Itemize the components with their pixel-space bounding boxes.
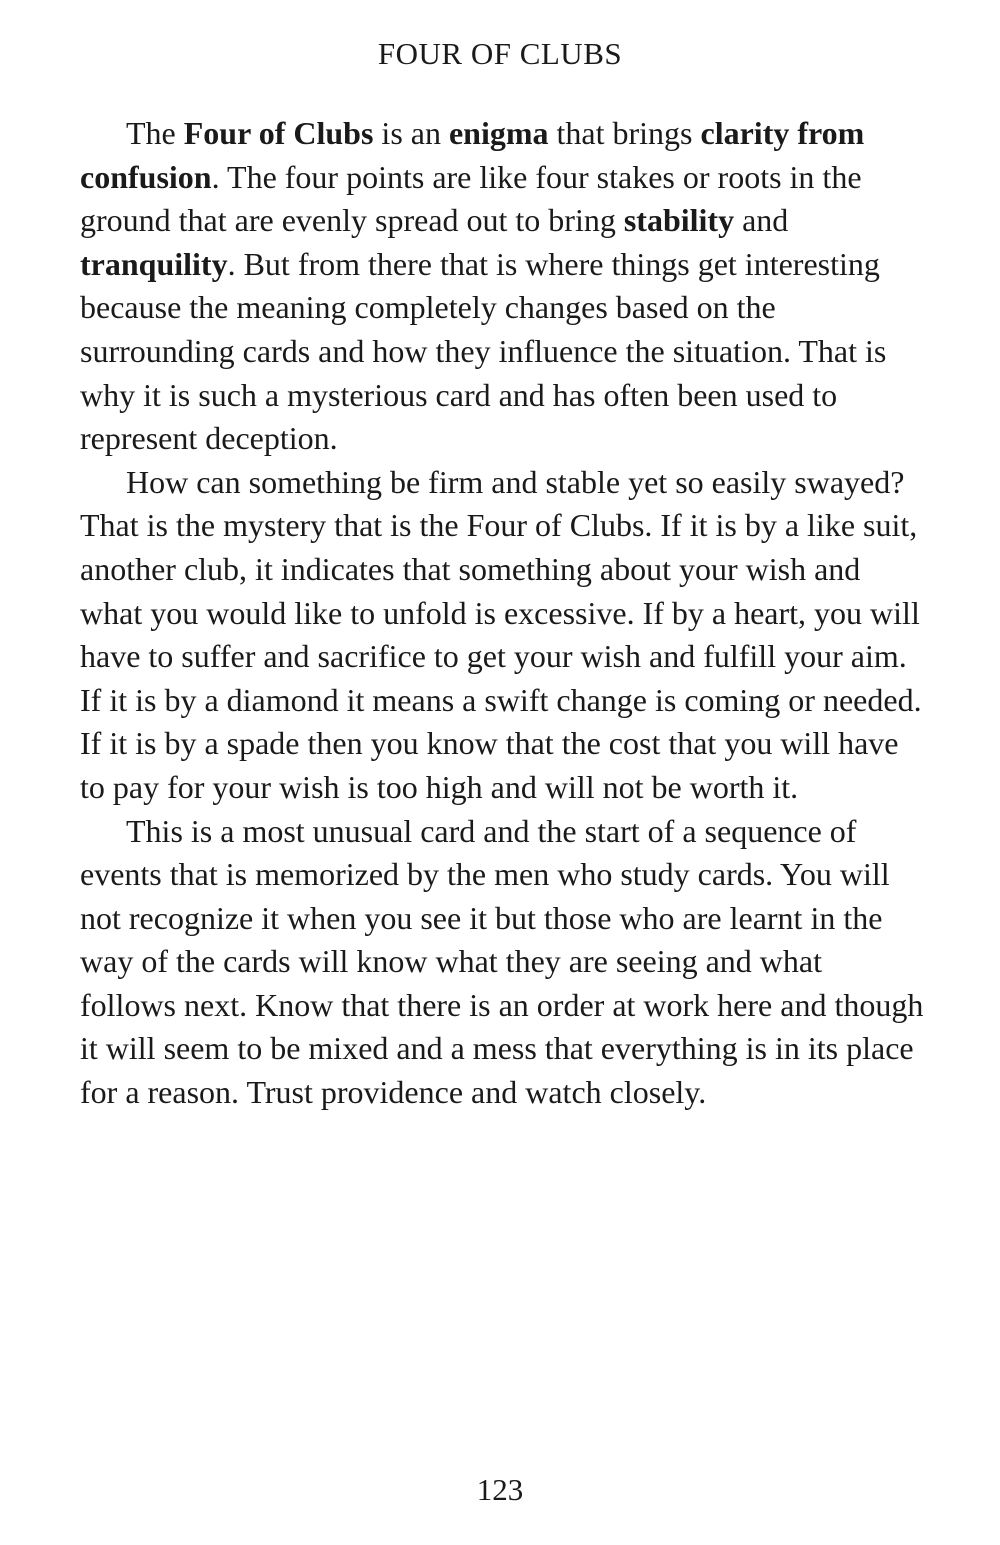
text-run: . But from there that is where things get interesting because the meaning completely changes based on the surrounding cards and how they influence the situation. That is why it is such a mysterious card and has often been used to represent deception. bbox=[80, 245, 887, 457]
bold-term-stability: stability bbox=[623, 202, 735, 239]
bold-term-tranquility: tranquility bbox=[80, 245, 228, 282]
text-run: and bbox=[734, 202, 789, 239]
text-run: . The four points are like four stakes or roots in the ground that are evenly spread out to bring bbox=[80, 158, 862, 239]
paragraph-2 bbox=[80, 461, 925, 810]
text-run: How can something be firm and stable yet so easily swayed? That is the mystery that is the Four of Clubs. If it is by a like suit, another club, it indicates that something about your wish and what you would like to unfold is excessive. If by a heart, you will have to suffer and sacrifice to get your wish and fulfill your aim. If it is by a diamond it means a swift change is coming or needed. If it is by a spade then you know that the cost that you will have to pay for your wish is too high and will not be worth it. bbox=[80, 463, 922, 805]
paragraph-3 bbox=[80, 810, 925, 1115]
running-title: FOUR OF CLUBS bbox=[377, 36, 623, 71]
text-run: The bbox=[126, 115, 184, 151]
bold-term-four-of-clubs: Four of Clubs bbox=[183, 115, 374, 151]
body-text bbox=[80, 112, 925, 1115]
paragraph-1 bbox=[80, 112, 925, 461]
page-number: 123 bbox=[476, 1472, 524, 1507]
bold-term-clarity: clarity from confusion bbox=[80, 115, 865, 195]
text-run: that brings bbox=[548, 115, 701, 151]
text-run: This is a most unusual card and the start of a sequence of events that is memorized by the men who study cards. You will not recognize it when you see it but those who are learnt in the way of the cards will know what they are seeing and what follows next. Know that there is an order at work here and though it will seem to be mixed and a mess that everything is in its place for a reason. Trust providence and watch closely. bbox=[80, 812, 924, 1111]
text-run: is an bbox=[373, 115, 449, 151]
bold-term-enigma: enigma bbox=[448, 115, 549, 151]
